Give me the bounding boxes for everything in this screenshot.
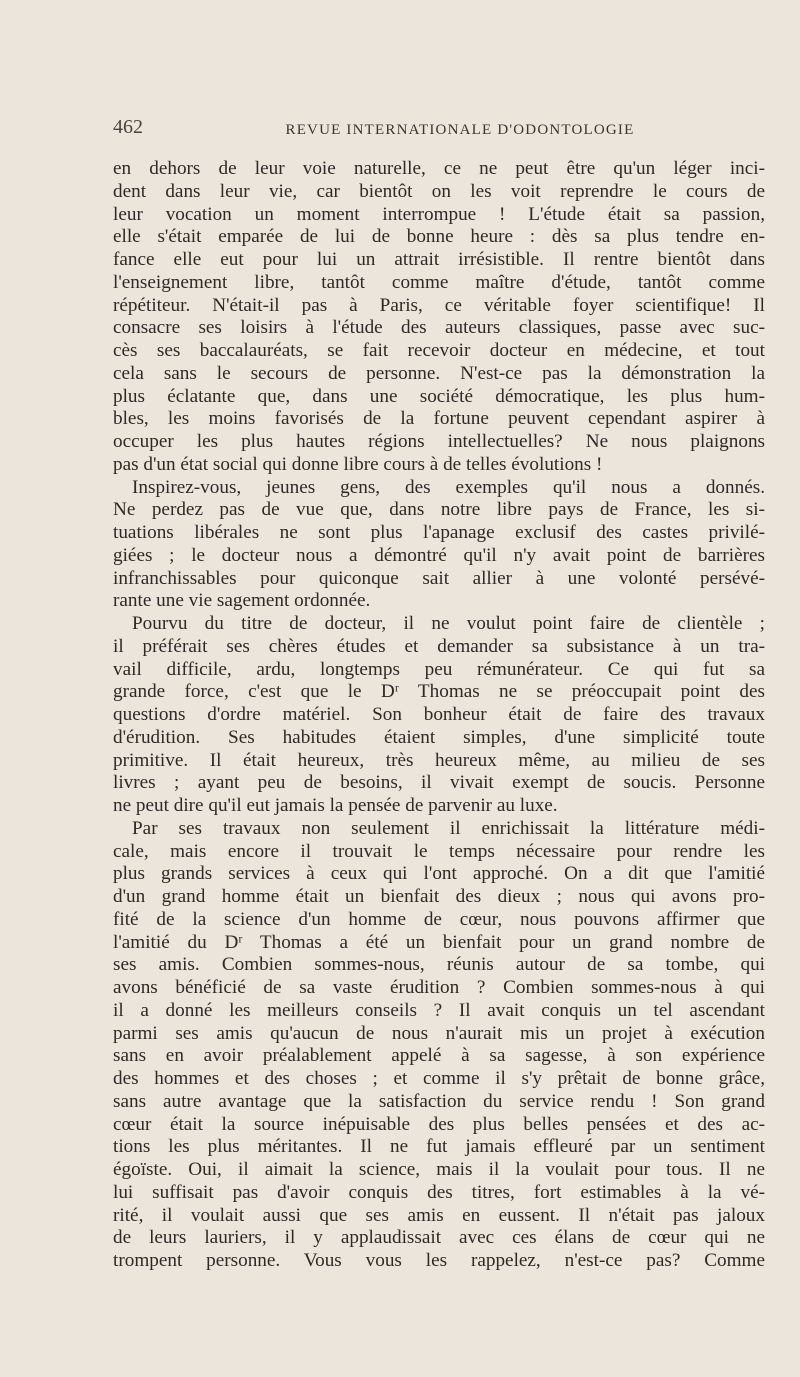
text-line: Inspirez-vous, jeunes gens, des exemples qu'il nous a donnés.	[132, 476, 765, 498]
text-line: l'amitié du Dʳ Thomas a été un bienfait pour un grand nombre de	[113, 931, 765, 953]
text-line: occuper les plus hautes régions intellectuelles? Ne nous plaignons	[113, 431, 765, 452]
text-line: fité de la science d'un homme de cœur, nous pouvons affirmer que	[113, 908, 765, 930]
text-line: ne peut dire qu'il eut jamais la pensée de parvenir au luxe.	[113, 795, 558, 816]
text-line: vail difficile, ardu, longtemps peu rémunérateur. Ce qui fut sa	[113, 658, 765, 680]
text-line: tions les plus méritantes. Il ne fut jamais effleuré par un sentiment	[113, 1136, 765, 1158]
text-line: répétiteur. N'était-il pas à Paris, ce véritable foyer scientifique! Il	[113, 294, 765, 316]
body-text	[113, 158, 765, 1273]
text-line: cès ses baccalauréats, se fait recevoir docteur en médecine, et tout	[113, 340, 765, 361]
text-line: il a donné les meilleurs conseils ? Il avait conquis un tel ascendant	[113, 999, 765, 1021]
text-line: sans en avoir préalablement appelé à sa sagesse, à son expérience	[113, 1045, 765, 1067]
text-line: de leurs lauriers, il y applaudissait avec ces élans de cœur qui ne	[113, 1227, 765, 1249]
text-line: grande force, c'est que le Dʳ Thomas ne se préoccupait point des	[113, 681, 765, 703]
text-line: d'érudition. Ses habitudes étaient simples, d'une simplicité toute	[113, 726, 765, 748]
text-line: des hommes et des choses ; et comme il s'y prêtait de bonne grâce,	[113, 1068, 765, 1089]
text-line: Par ses travaux non seulement il enrichissait la littérature médi-	[132, 817, 765, 839]
text-line: plus grands services à ceux qui l'ont approché. On a dit que l'amitié	[113, 863, 765, 885]
text-line: avons bénéficié de sa vaste érudition ? Combien sommes-nous à qui	[113, 977, 765, 998]
text-line: consacre ses loisirs à l'étude des auteurs classiques, passe avec suc-	[113, 317, 765, 339]
text-line: il préférait ses chères études et demander sa subsistance à un tra-	[113, 635, 765, 657]
text-line: égoïste. Oui, il aimait la science, mais il la voulait pour tous. Il ne	[113, 1159, 765, 1180]
text-line: infranchissables pour quiconque sait allier à une volonté persévé-	[113, 567, 765, 589]
text-line: en dehors de leur voie naturelle, ce ne peut être qu'un léger inci-	[113, 158, 765, 179]
running-head	[113, 116, 763, 148]
text-line: rante une vie sagement ordonnée.	[113, 590, 371, 612]
text-line: Ne perdez pas de vue que, dans notre libre pays de France, les si-	[113, 499, 765, 521]
text-line: questions d'ordre matériel. Son bonheur était de faire des travaux	[113, 704, 765, 725]
text-line: elle s'était emparée de lui de bonne heure : dès sa plus tendre en-	[113, 226, 765, 248]
text-line: ses amis. Combien sommes-nous, réunis autour de sa tombe, qui	[113, 954, 765, 976]
text-line: giées ; le docteur nous a démontré qu'il n'y avait point de barrières	[113, 544, 765, 566]
text-line: l'enseignement libre, tantôt comme maître d'étude, tantôt comme	[113, 271, 765, 293]
text-line: fance elle eut pour lui un attrait irrésistible. Il rentre bientôt dans	[113, 249, 765, 270]
text-line: plus éclatante que, dans une société démocratique, les plus hum-	[113, 385, 765, 407]
text-line: livres ; ayant peu de besoins, il vivait exempt de soucis. Personne	[113, 772, 765, 794]
text-line: rité, il voulait aussi que ses amis en eussent. Il n'était pas jaloux	[113, 1204, 765, 1226]
text-line: Pourvu du titre de docteur, il ne voulut point faire de clientèle ;	[132, 613, 765, 634]
journal-title: REVUE INTERNATIONALE D'ODONTOLOGIE	[285, 122, 635, 138]
text-line: cela sans le secours de personne. N'est-ce pas la démonstration la	[113, 362, 765, 384]
text-line: dent dans leur vie, car bientôt on les voit reprendre le cours de	[113, 180, 765, 202]
text-line: sans autre avantage que la satisfaction du service rendu ! Son grand	[113, 1090, 765, 1112]
text-line: tuations libérales ne sont plus l'apanage exclusif des castes privilé-	[113, 522, 765, 543]
page-number: 462	[113, 116, 143, 138]
text-line: bles, les moins favorisés de la fortune peuvent cependant aspirer à	[113, 408, 765, 430]
text-line: cœur était la source inépuisable des plus belles pensées et des ac-	[113, 1113, 765, 1135]
text-line: leur vocation un moment interrompue ! L'étude était sa passion,	[113, 203, 765, 225]
text-line: primitive. Il était heureux, très heureux même, au milieu de ses	[113, 749, 765, 771]
text-line: parmi ses amis qu'aucun de nous n'aurait mis un projet à exécution	[113, 1022, 765, 1044]
text-line: lui suffisait pas d'avoir conquis des titres, fort estimables à la vé-	[113, 1181, 765, 1203]
text-line: pas d'un état social qui donne libre cours à de telles évolutions !	[113, 453, 603, 475]
text-line: cale, mais encore il trouvait le temps nécessaire pour rendre les	[113, 840, 765, 862]
text-line: d'un grand homme était un bienfait des dieux ; nous qui avons pro-	[113, 886, 765, 907]
text-line: trompent personne. Vous vous les rappelez, n'est-ce pas? Comme	[113, 1250, 765, 1271]
